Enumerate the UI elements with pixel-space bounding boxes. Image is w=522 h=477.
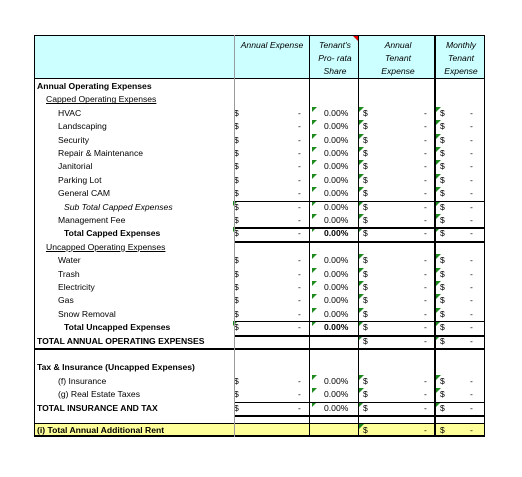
table-row: [34, 120, 485, 133]
table-row: [34, 147, 485, 160]
tenant-expense-value: -: [424, 335, 427, 346]
annual-expense-dollar: $: [234, 107, 239, 118]
green-marker: [312, 187, 317, 192]
green-marker: [312, 134, 317, 139]
annual-expense-value: -: [298, 295, 301, 306]
annual-expense-dollar: $: [234, 161, 239, 172]
annual-expense-value: -: [298, 255, 301, 266]
tenant-expense-value: -: [424, 148, 427, 158]
row-divider: [234, 415, 485, 417]
table-row: [34, 281, 485, 294]
row-label: Uncapped Operating Expenses: [46, 241, 166, 252]
green-marker: [359, 268, 364, 273]
monthly-expense-dollar: $: [440, 335, 445, 346]
tenant-expense-dollar: $: [363, 255, 368, 266]
row-label: Electricity: [58, 282, 95, 292]
share-percent: 0.00%: [324, 148, 349, 158]
tenant-expense-dollar: $: [363, 215, 368, 225]
table-row: [34, 388, 485, 401]
green-marker: [312, 268, 317, 273]
green-marker: [359, 214, 364, 219]
monthly-expense-dollar: $: [440, 268, 445, 279]
row-label: Capped Operating Expenses: [46, 94, 157, 105]
row-label: (g) Real Estate Taxes: [58, 389, 140, 400]
tenant-expense-dollar: $: [363, 121, 368, 132]
monthly-expense-value: -: [470, 335, 473, 346]
green-marker: [312, 214, 317, 219]
annual-expense-dollar: $: [234, 148, 239, 158]
monthly-expense-value: -: [470, 188, 473, 199]
share-percent: 0.00%: [324, 174, 349, 185]
share-percent: 0.00%: [324, 161, 349, 172]
annual-expense-value: -: [298, 121, 301, 132]
total-monthly-value: -: [470, 425, 473, 436]
row-divider: [234, 402, 485, 403]
green-marker: [312, 388, 317, 393]
monthly-expense-dollar: $: [440, 174, 445, 185]
annual-expense-value: -: [298, 188, 301, 199]
green-marker: [436, 174, 441, 179]
share-percent: 0.00%: [324, 375, 349, 386]
annual-expense-value: -: [298, 389, 301, 400]
tenant-expense-value: -: [424, 228, 427, 239]
monthly-expense-value: -: [470, 121, 473, 132]
monthly-expense-value: -: [470, 375, 473, 386]
tenant-expense-value: -: [424, 134, 427, 145]
annual-expense-value: -: [298, 228, 301, 239]
table-row: [34, 214, 485, 227]
green-marker: [436, 281, 441, 286]
annual-expense-dollar: $: [234, 375, 239, 386]
row-label: TOTAL INSURANCE AND TAX: [37, 402, 158, 413]
annual-expense-dollar: $: [234, 201, 239, 212]
table-row: [34, 174, 485, 187]
green-marker: [436, 187, 441, 192]
green-marker: [312, 174, 317, 179]
share-percent: 0.00%: [324, 389, 349, 400]
monthly-expense-value: -: [470, 148, 473, 158]
monthly-expense-dollar: $: [440, 308, 445, 319]
monthly-expense-value: -: [470, 228, 473, 239]
annual-expense-value: -: [298, 161, 301, 172]
tenant-expense-value: -: [424, 188, 427, 199]
annual-expense-value: -: [298, 201, 301, 212]
tenant-expense-dollar: $: [363, 268, 368, 279]
column-divider: [358, 35, 359, 437]
share-percent: 0.00%: [324, 121, 349, 132]
row-divider: [234, 241, 485, 243]
total-tenant-value: -: [424, 425, 427, 436]
monthly-expense-value: -: [470, 134, 473, 145]
annual-expense-value: -: [298, 308, 301, 319]
tenant-expense-value: -: [424, 255, 427, 266]
row-label: Total Uncapped Expenses: [64, 322, 171, 333]
monthly-expense-value: -: [470, 402, 473, 413]
tenant-expense-dollar: $: [363, 389, 368, 400]
monthly-expense-value: -: [470, 161, 473, 172]
share-percent: 0.00%: [324, 107, 349, 118]
row-divider: [234, 335, 485, 337]
green-marker: [359, 187, 364, 192]
green-marker: [359, 160, 364, 165]
column-divider: [34, 35, 35, 437]
share-percent: 0.00%: [324, 308, 349, 319]
row-divider: [234, 201, 485, 202]
tenant-expense-dollar: $: [363, 375, 368, 386]
monthly-expense-value: -: [470, 255, 473, 266]
green-marker: [436, 268, 441, 273]
column-divider: [434, 35, 436, 437]
monthly-expense-dollar: $: [440, 295, 445, 306]
share-percent: 0.00%: [324, 134, 349, 145]
monthly-expense-value: -: [470, 215, 473, 225]
monthly-expense-dollar: $: [440, 402, 445, 413]
monthly-expense-value: -: [470, 308, 473, 319]
green-marker: [312, 107, 317, 112]
green-marker: [359, 308, 364, 313]
green-marker: [359, 134, 364, 139]
table-row: [34, 134, 485, 147]
row-label: TOTAL ANNUAL OPERATING EXPENSES: [37, 335, 205, 346]
monthly-expense-dollar: $: [440, 389, 445, 400]
table-row: [34, 160, 485, 173]
table-row: [34, 107, 485, 120]
green-marker: [436, 294, 441, 299]
annual-expense-value: -: [298, 282, 301, 292]
annual-expense-dollar: $: [234, 174, 239, 185]
tenant-expense-value: -: [424, 295, 427, 306]
green-marker: [312, 281, 317, 286]
tenant-expense-dollar: $: [363, 188, 368, 199]
green-marker: [312, 308, 317, 313]
green-marker: [359, 281, 364, 286]
tenant-expense-value: -: [424, 389, 427, 400]
green-marker: [359, 388, 364, 393]
green-marker: [436, 214, 441, 219]
monthly-expense-value: -: [470, 174, 473, 185]
green-marker: [436, 388, 441, 393]
tenant-expense-dollar: $: [363, 134, 368, 145]
monthly-expense-dollar: $: [440, 121, 445, 132]
expense-spreadsheet: [34, 35, 486, 445]
green-marker: [359, 147, 364, 152]
tenant-expense-dollar: $: [363, 282, 368, 292]
share-percent: 0.00%: [324, 322, 349, 333]
annual-expense-dollar: $: [234, 295, 239, 306]
tenant-expense-value: -: [424, 268, 427, 279]
table-row: [34, 187, 485, 200]
annual-expense-value: -: [298, 174, 301, 185]
annual-expense-dollar: $: [234, 402, 239, 413]
tenant-expense-value: -: [424, 375, 427, 386]
monthly-expense-dollar: $: [440, 148, 445, 158]
annual-expense-dollar: $: [234, 389, 239, 400]
green-marker: [436, 308, 441, 313]
tenant-expense-dollar: $: [363, 107, 368, 118]
table-row: [34, 227, 485, 240]
monthly-expense-dollar: $: [440, 215, 445, 225]
row-label: Trash: [58, 268, 80, 279]
annual-expense-value: -: [298, 375, 301, 386]
total-row-label: (i) Total Annual Additional Rent: [37, 425, 165, 436]
annual-expense-dollar: $: [234, 228, 239, 239]
tenant-expense-dollar: $: [363, 228, 368, 239]
row-label: Landscaping: [58, 121, 107, 132]
green-marker: [359, 174, 364, 179]
share-percent: 0.00%: [324, 228, 349, 239]
annual-expense-dollar: $: [234, 134, 239, 145]
total-monthly-dollar: $: [440, 425, 445, 436]
column-divider: [234, 35, 235, 437]
monthly-expense-dollar: $: [440, 161, 445, 172]
green-marker: [312, 375, 317, 380]
monthly-expense-value: -: [470, 201, 473, 212]
tenant-expense-value: -: [424, 322, 427, 333]
green-marker: [359, 254, 364, 259]
header-annual-expense: Annual Expense: [240, 40, 304, 50]
table-row: [34, 335, 485, 348]
column-divider: [484, 35, 485, 437]
row-divider: [34, 348, 485, 350]
green-marker: [436, 147, 441, 152]
monthly-expense-dollar: $: [440, 375, 445, 386]
table-row: [34, 241, 485, 254]
row-divider: [234, 321, 485, 322]
table-row: [34, 402, 485, 415]
share-percent: 0.00%: [324, 282, 349, 292]
table-row: [34, 375, 485, 388]
green-marker: [359, 107, 364, 112]
monthly-expense-dollar: $: [440, 188, 445, 199]
column-divider: [309, 35, 310, 437]
green-marker: [359, 375, 364, 380]
tenant-expense-dollar: $: [363, 174, 368, 185]
share-percent: 0.00%: [324, 188, 349, 199]
share-percent: 0.00%: [324, 215, 349, 225]
annual-expense-dollar: $: [234, 308, 239, 319]
tenant-expense-dollar: $: [363, 322, 368, 333]
green-marker: [312, 147, 317, 152]
table-row: [34, 254, 485, 267]
tenant-expense-dollar: $: [363, 148, 368, 158]
table-row: [34, 93, 485, 106]
table-row: [34, 348, 485, 361]
annual-expense-dollar: $: [234, 282, 239, 292]
header-annual-tenant-expense: Annual Tenant Expense: [381, 40, 415, 76]
green-marker: [436, 107, 441, 112]
green-marker: [436, 134, 441, 139]
row-label: Repair & Maintenance: [58, 148, 144, 158]
tenant-expense-value: -: [424, 161, 427, 172]
row-divider: [234, 227, 485, 229]
monthly-expense-dollar: $: [440, 322, 445, 333]
monthly-expense-dollar: $: [440, 107, 445, 118]
annual-expense-value: -: [298, 107, 301, 118]
table-row: [34, 308, 485, 321]
green-marker: [312, 160, 317, 165]
annual-expense-dollar: $: [234, 322, 239, 333]
monthly-expense-dollar: $: [440, 255, 445, 266]
tenant-expense-value: -: [424, 121, 427, 132]
tenant-expense-dollar: $: [363, 201, 368, 212]
annual-expense-dollar: $: [234, 188, 239, 199]
total-tenant-dollar: $: [363, 425, 368, 436]
tenant-expense-dollar: $: [363, 335, 368, 346]
green-marker: [359, 294, 364, 299]
share-percent: 0.00%: [324, 402, 349, 413]
monthly-expense-value: -: [470, 295, 473, 306]
annual-expense-value: -: [298, 322, 301, 333]
monthly-expense-dollar: $: [440, 228, 445, 239]
share-percent: 0.00%: [324, 295, 349, 306]
share-percent: 0.00%: [324, 268, 349, 279]
row-label: Total Capped Expenses: [64, 228, 161, 239]
row-label: Security: [58, 134, 90, 145]
tenant-expense-value: -: [424, 174, 427, 185]
monthly-expense-value: -: [470, 389, 473, 400]
monthly-expense-value: -: [470, 322, 473, 333]
green-marker: [312, 120, 317, 125]
tenant-expense-value: -: [424, 402, 427, 413]
tenant-expense-value: -: [424, 215, 427, 225]
monthly-expense-value: -: [470, 282, 473, 292]
tenant-expense-dollar: $: [363, 308, 368, 319]
row-label: Water: [58, 255, 81, 266]
tenant-expense-dollar: $: [363, 295, 368, 306]
green-marker: [359, 424, 364, 429]
tenant-expense-value: -: [424, 107, 427, 118]
annual-expense-dollar: $: [234, 268, 239, 279]
row-label: Gas: [58, 295, 74, 306]
monthly-expense-value: -: [470, 268, 473, 279]
header-tenant-share: Tenant's Pro- rata Share: [318, 40, 352, 76]
tenant-expense-dollar: $: [363, 161, 368, 172]
tenant-expense-dollar: $: [363, 402, 368, 413]
monthly-expense-dollar: $: [440, 201, 445, 212]
row-label: General CAM: [58, 188, 111, 199]
row-label: Tax & Insurance (Uncapped Expenses): [37, 362, 195, 373]
row-label: (f) Insurance: [58, 375, 107, 386]
table-row: [34, 361, 485, 374]
green-marker: [436, 254, 441, 259]
column-header-row: [34, 35, 485, 79]
share-percent: 0.00%: [324, 201, 349, 212]
annual-expense-value: -: [298, 134, 301, 145]
table-row: [34, 201, 485, 214]
share-percent: 0.00%: [324, 255, 349, 266]
tenant-expense-value: -: [424, 282, 427, 292]
annual-expense-dollar: $: [234, 121, 239, 132]
row-label: Janitorial: [58, 161, 93, 172]
row-label: HVAC: [58, 107, 82, 118]
row-label: Snow Removal: [58, 308, 116, 319]
row-label: Annual Operating Expenses: [37, 81, 152, 91]
annual-expense-value: -: [298, 148, 301, 158]
monthly-expense-value: -: [470, 107, 473, 118]
green-marker: [436, 160, 441, 165]
green-marker: [312, 294, 317, 299]
green-marker: [436, 375, 441, 380]
tenant-expense-value: -: [424, 308, 427, 319]
green-marker: [312, 254, 317, 259]
header-monthly-tenant-expense: Monthly Tenant Expense: [444, 40, 478, 76]
total-additional-rent-row: [34, 423, 485, 437]
monthly-expense-dollar: $: [440, 134, 445, 145]
annual-expense-value: -: [298, 268, 301, 279]
row-label: Management Fee: [58, 215, 126, 225]
row-label: Parking Lot: [58, 174, 102, 185]
table-row: [34, 80, 485, 93]
annual-expense-dollar: $: [234, 215, 239, 225]
annual-expense-dollar: $: [234, 255, 239, 266]
annual-expense-value: -: [298, 215, 301, 225]
table-row: [34, 294, 485, 307]
table-row: [34, 321, 485, 334]
annual-expense-value: -: [298, 402, 301, 413]
table-row: [34, 268, 485, 281]
row-label: Sub Total Capped Expenses: [64, 201, 173, 212]
monthly-expense-dollar: $: [440, 282, 445, 292]
green-marker: [359, 120, 364, 125]
green-marker: [436, 120, 441, 125]
tenant-expense-value: -: [424, 201, 427, 212]
